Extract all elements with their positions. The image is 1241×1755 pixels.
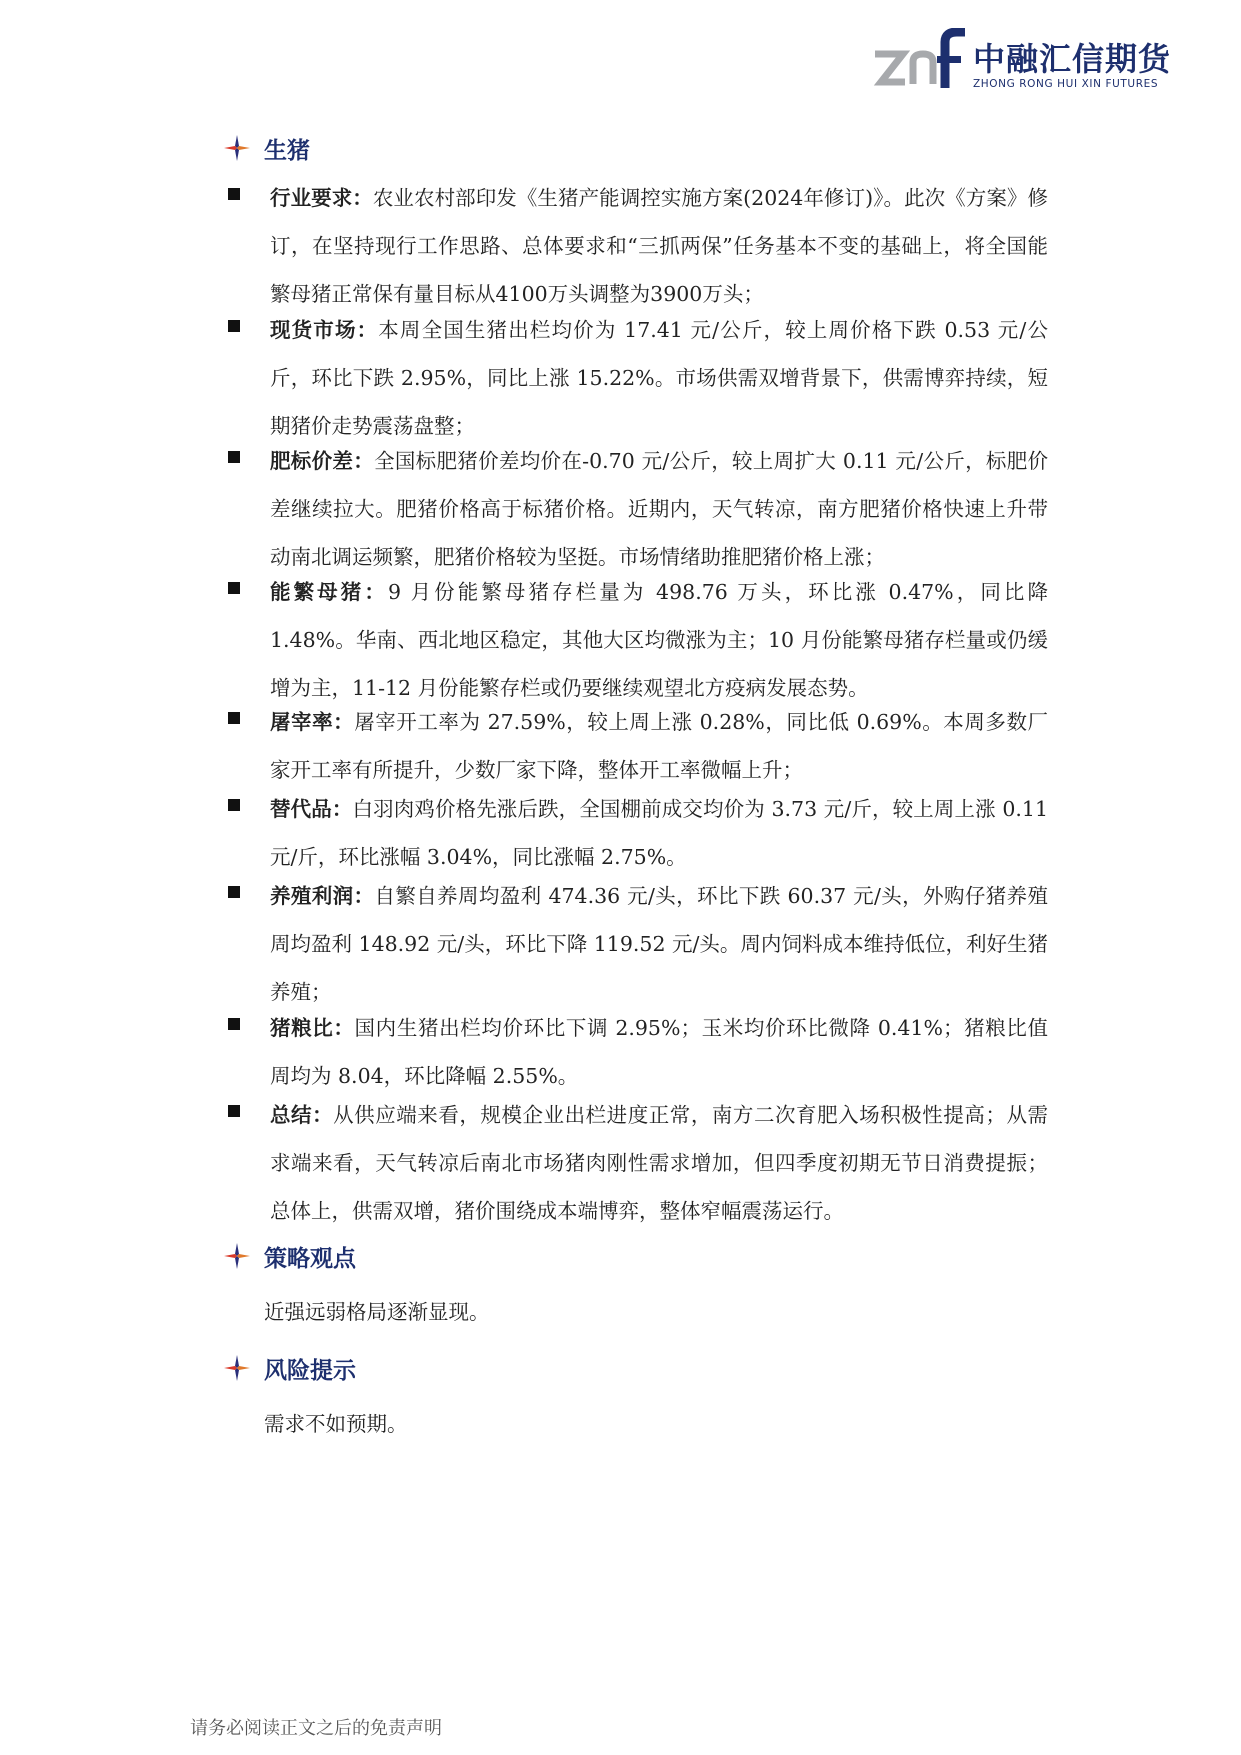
square-bullet-icon: [228, 188, 240, 200]
square-bullet-icon: [228, 451, 240, 463]
item-label: 屠宰率：: [270, 710, 355, 734]
logo-english-name: ZHONG RONG HUI XIN FUTURES: [973, 78, 1159, 90]
znf-logo-mark-icon: [873, 28, 969, 92]
list-item: [228, 698, 1048, 794]
list-item: [228, 306, 1048, 450]
company-logo: [873, 28, 1173, 98]
item-label: 能繁母猪：: [270, 580, 388, 604]
item-label: 总结：: [270, 1103, 334, 1127]
list-item: [228, 1004, 1048, 1100]
list-item: [228, 568, 1048, 712]
item-text: 从供应端来看，规模企业出栏进度正常，南方二次育肥入场积极性提高；从需求端来看，天气转凉后南北市场猪肉刚性需求增加，但四季度初期无节日消费提振；总体上，供需双增，猪价围绕成本端博弈，整体窄幅震荡运行。: [270, 1103, 1048, 1223]
compass-bullet-icon: [224, 135, 250, 161]
list-item: [228, 437, 1048, 581]
section-title: 风险提示: [264, 1357, 356, 1384]
square-bullet-icon: [228, 1018, 240, 1030]
item-label: 现货市场：: [270, 318, 379, 342]
section-heading-strategy: [224, 1236, 356, 1276]
square-bullet-icon: [228, 799, 240, 811]
compass-bullet-icon: [224, 1355, 250, 1381]
square-bullet-icon: [228, 320, 240, 332]
item-label: 养殖利润：: [270, 884, 375, 908]
item-text: 白羽肉鸡价格先涨后跌，全国棚前成交均价为 3.73 元/斤，较上周上涨 0.11 元/斤，环比涨幅 3.04%，同比涨幅 2.75%。: [270, 797, 1049, 869]
square-bullet-icon: [228, 582, 240, 594]
item-text: 自繁自养周均盈利 474.36 元/头，环比下跌 60.37 元/头，外购仔猪养殖周均盈利 148.92 元/头，环比下降 119.52 元/头。周内饲料成本维持低位，利好生猪养殖；: [270, 884, 1049, 1004]
item-text: 全国标肥猪价差均价在-0.70 元/公斤，较上周扩大 0.11 元/公斤，标肥价差继续拉大。肥猪价格高于标猪价格。近期内，天气转凉，南方肥猪价格快速上升带动南北调运频繁，肥猪价格较为坚挺。市场情绪助推肥猪价格上涨；: [270, 449, 1049, 569]
list-item: [228, 872, 1048, 1016]
strategy-body: 近强远弱格局逐渐显现。: [264, 1300, 490, 1324]
section-title: 生猪: [264, 137, 310, 164]
section-title: 策略观点: [264, 1245, 356, 1272]
item-label: 肥标价差：: [270, 449, 375, 473]
section-heading-risk: [224, 1348, 356, 1388]
list-item: [228, 174, 1048, 318]
compass-bullet-icon: [224, 1243, 250, 1269]
item-label: 替代品：: [270, 797, 353, 821]
list-item: [228, 1091, 1048, 1235]
item-text: 9 月份能繁母猪存栏量为 498.76 万头，环比涨 0.47%，同比降 1.48%。华南、西北地区稳定，其他大区均微涨为主；10 月份能繁母猪存栏量或仍缓增为主，11-12 月份能繁存栏或仍要继续观望北方疫病发展态势。: [270, 580, 1048, 700]
risk-body: 需求不如预期。: [264, 1412, 408, 1436]
list-item: [228, 785, 1048, 881]
logo-chinese-name: 中融汇信期货: [973, 40, 1172, 78]
item-label: 行业要求：: [270, 186, 373, 210]
item-text: 农业农村部印发《生猪产能调控实施方案(2024年修订)》。此次《方案》修订，在坚持现行工作思路、总体要求和“三抓两保”任务基本不变的基础上，将全国能繁母猪正常保有量目标从4100万头调整为3900万头；: [270, 186, 1048, 306]
item-text: 屠宰开工率为 27.59%，较上周上涨 0.28%，同比低 0.69%。本周多数厂家开工率有所提升，少数厂家下降，整体开工率微幅上升；: [270, 710, 1048, 782]
square-bullet-icon: [228, 886, 240, 898]
square-bullet-icon: [228, 1105, 240, 1117]
section-heading-pig: [224, 128, 310, 168]
square-bullet-icon: [228, 712, 240, 724]
disclaimer-footer: 请务必阅读正文之后的免责声明: [190, 1718, 442, 1739]
item-text: 国内生猪出栏均价环比下调 2.95%；玉米均价环比微降 0.41%；猪粮比值周均为 8.04，环比降幅 2.55%。: [270, 1016, 1048, 1088]
item-label: 猪粮比：: [270, 1016, 355, 1040]
item-text: 本周全国生猪出栏均价为 17.41 元/公斤，较上周价格下跌 0.53 元/公斤，环比下跌 2.95%，同比上涨 15.22%。市场供需双增背景下，供需博弈持续，短期猪价走势震荡盘整；: [270, 318, 1048, 438]
